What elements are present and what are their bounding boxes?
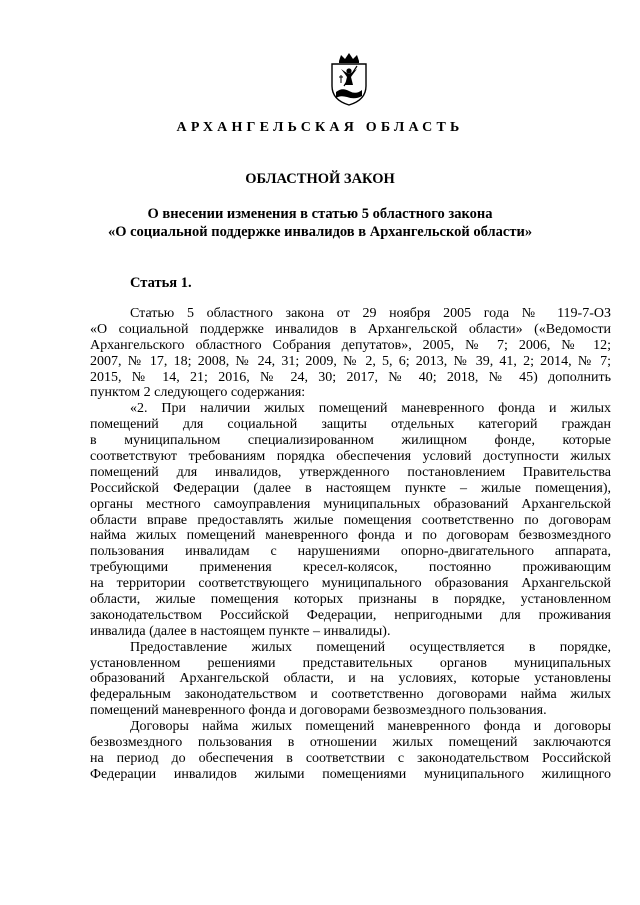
law-title bbox=[0, 205, 640, 241]
text-line: области вправе предоставлять жилые помещения соответственно по договорам bbox=[90, 512, 611, 528]
text-line: Архангельского областного Собрания депутатов», 2005, № 7; 2006, № 12; bbox=[90, 337, 611, 353]
text-line: на территории соответствующего муниципального образования Архангельской bbox=[90, 576, 611, 592]
text-line: федеральным законодательством и соответственно договорами найма жилых bbox=[90, 687, 611, 703]
text-line: Договоры найма жилых помещений маневренного фонда и договоры bbox=[130, 719, 611, 735]
coat-of-arms-icon bbox=[327, 52, 371, 106]
region-title: АРХАНГЕЛЬСКАЯ ОБЛАСТЬ bbox=[176, 120, 464, 135]
text-line: установленном решениями представительных органов муниципальных bbox=[90, 655, 611, 671]
law-title-line-2: «О социальной поддержке инвалидов в Архангельской области» bbox=[107, 224, 533, 240]
text-line: Предоставление жилых помещений осуществляется в порядке, bbox=[130, 639, 611, 655]
text-line: безвозмездного пользования в отношении жилых помещений заключаются bbox=[90, 735, 611, 751]
text-line: органы местного самоуправления муниципальных образований Архангельской bbox=[90, 496, 611, 512]
text-line: пунктом 2 следующего содержания: bbox=[90, 385, 306, 401]
text-line: требующими применения кресел-колясок, постоянно проживающим bbox=[90, 560, 611, 576]
text-line: образований Архангельской области, и на условиях, которые установлены bbox=[90, 671, 611, 687]
text-line: области, жилые помещения которых признаны в порядке, установленном bbox=[90, 592, 611, 608]
text-line: 2015, № 14, 21; 2016, № 24, 30; 2017, № 40; 2018, № 45) дополнить bbox=[90, 369, 611, 385]
text-line: соответствуют требованиям порядка обеспечения условий доступности жилых bbox=[90, 449, 611, 465]
text-line: помещений для социальной защиты отдельных категорий граждан bbox=[90, 417, 611, 433]
text-line: в муниципальном специализированном жилищном фонде, которые bbox=[90, 433, 611, 449]
article-heading: Статья 1. bbox=[130, 275, 192, 291]
text-line: «2. При наличии жилых помещений маневренного фонда и жилых bbox=[130, 401, 611, 417]
text-line: на период до обеспечения в соответствии с законодательством Российской bbox=[90, 750, 611, 766]
article-text bbox=[90, 306, 611, 783]
text-line: 2007, № 17, 18; 2008, № 24, 31; 2009, № 2, 5, 6; 2013, № 39, 41, 2; 2014, № 7; bbox=[90, 353, 611, 369]
text-line: Российской Федерации (далее в настоящем пункте – жилые помещения), bbox=[90, 480, 611, 496]
law-type: ОБЛАСТНОЙ ЗАКОН bbox=[245, 171, 395, 187]
law-title-line-1: О внесении изменения в статью 5 областного закона bbox=[147, 206, 493, 222]
text-line: Статью 5 областного закона от 29 ноября 2005 года № 119-7-ОЗ bbox=[130, 306, 611, 321]
text-line: найма жилых помещений маневренного фонда и по договорам безвозмездного bbox=[90, 528, 611, 544]
text-line: законодательством Российской Федерации, непригодными для проживания bbox=[90, 607, 611, 623]
text-line: пользования инвалидам с нарушениями опорно-двигательного аппарата, bbox=[90, 544, 611, 560]
text-line: «О социальной поддержке инвалидов в Архангельской области» («Ведомости bbox=[90, 321, 611, 337]
text-line: инвалида (далее в настоящем пункте – инвалиды). bbox=[90, 623, 391, 639]
text-line: помещений для инвалидов, утвержденного постановлением Правительства bbox=[90, 464, 611, 480]
text-line: Федерации инвалидов жилыми помещениями муниципального жилищного bbox=[90, 766, 611, 782]
text-line: помещений маневренного фонда и договорами безвозмездного пользования. bbox=[90, 703, 547, 719]
